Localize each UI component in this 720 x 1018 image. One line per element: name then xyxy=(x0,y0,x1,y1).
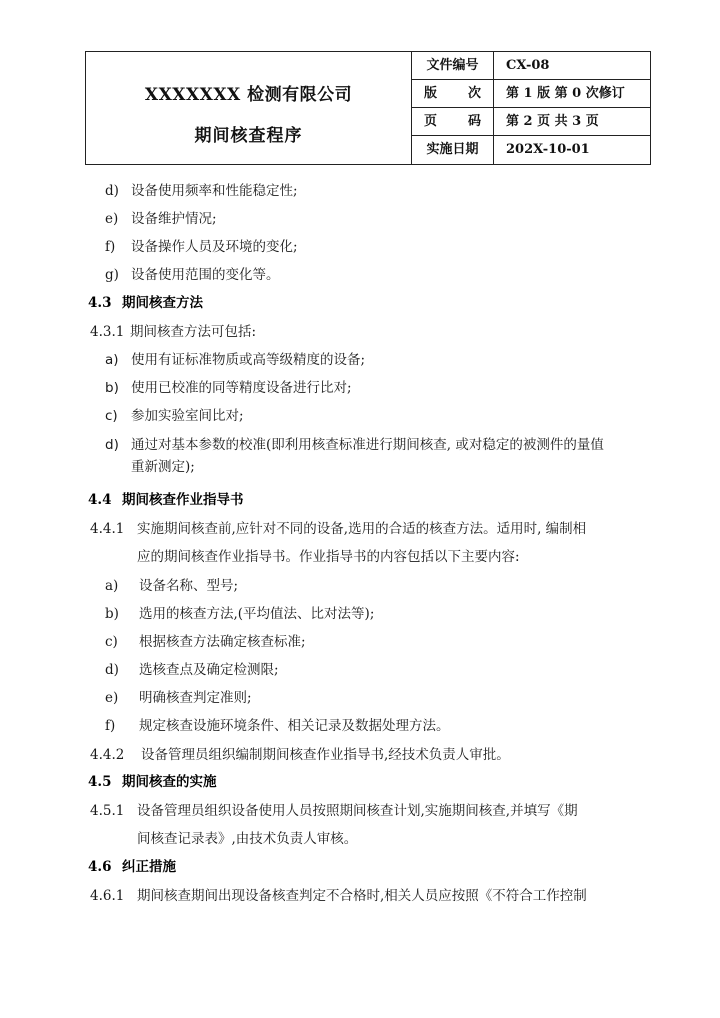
list-item: 设备操作人员及环境的变化; xyxy=(131,239,298,255)
list-item: 设备维护情况; xyxy=(131,211,217,227)
company-name: XXXXXXX 检测有限公司 xyxy=(144,85,353,105)
document-header-table xyxy=(85,51,651,165)
list-marker: c) xyxy=(105,408,118,424)
list-item: 规定核查设施环境条件、相关记录及数据处理方法。 xyxy=(139,718,450,734)
list-marker: c) xyxy=(105,634,118,650)
list-item: 使用已校准的同等精度设备进行比对; xyxy=(131,380,352,396)
section-heading: 期间核查的实施 xyxy=(122,774,217,790)
section-number: 4.3 xyxy=(88,295,112,311)
list-marker: a) xyxy=(105,578,119,594)
header-label: 版 次 xyxy=(412,80,494,107)
header-row-page xyxy=(412,108,650,136)
header-row-effective-date xyxy=(412,136,650,164)
subsection-number: 4.3.1 xyxy=(90,324,125,340)
list-item: 设备名称、型号; xyxy=(139,578,239,594)
paragraph: 设备管理员组织设备使用人员按照期间核查计划,实施期间核查,并填写《期 xyxy=(137,803,578,819)
list-marker: f) xyxy=(105,718,116,734)
list-item: 明确核查判定准则; xyxy=(139,690,252,706)
section-number: 4.6 xyxy=(88,859,112,875)
list-marker: f) xyxy=(105,239,116,255)
header-value: 第 2 页 共 3 页 xyxy=(506,114,599,129)
subsection-number: 4.6.1 xyxy=(90,888,125,904)
section-heading: 期间核查作业指导书 xyxy=(122,492,244,508)
list-marker: e) xyxy=(105,690,119,706)
list-marker: b) xyxy=(105,380,119,396)
list-item: 设备使用范围的变化等。 xyxy=(131,267,280,283)
list-item: 设备使用频率和性能稳定性; xyxy=(131,183,298,199)
list-marker: a) xyxy=(105,352,119,368)
paragraph: 期间核查期间出现设备核查判定不合格时,相关人员应按照《不符合工作控制 xyxy=(137,888,587,904)
paragraph: 期间核查方法可包括: xyxy=(130,324,257,340)
section-heading: 纠正措施 xyxy=(122,859,176,875)
list-item: 使用有证标准物质或高等级精度的设备; xyxy=(131,352,366,368)
list-item: 参加实验室间比对; xyxy=(131,408,244,424)
header-label: 页 码 xyxy=(412,108,494,135)
paragraph-continuation: 应的期间核查作业指导书。作业指导书的内容包括以下主要内容: xyxy=(137,549,520,565)
list-marker: d) xyxy=(105,662,119,678)
paragraph: 设备管理员组织编制期间核查作业指导书,经技术负责人审批。 xyxy=(141,747,510,763)
subsection-number: 4.4.1 xyxy=(90,521,125,537)
header-title-cell xyxy=(86,52,412,164)
header-value: CX-08 xyxy=(506,58,550,73)
list-item: 根据核查方法确定核查标准; xyxy=(139,634,306,650)
paragraph-continuation: 间核查记录表》,由技术负责人审核。 xyxy=(137,831,358,847)
subsection-number: 4.5.1 xyxy=(90,803,125,819)
list-marker: e) xyxy=(105,211,119,227)
header-row-file-number xyxy=(412,52,650,80)
paragraph: 实施期间核查前,应针对不同的设备,选用的合适的核查方法。适用时, 编制相 xyxy=(137,521,587,537)
subsection-number: 4.4.2 xyxy=(90,747,125,763)
document-title: 期间核查程序 xyxy=(194,126,303,146)
list-marker: b) xyxy=(105,606,119,622)
list-marker: g) xyxy=(105,267,119,283)
header-value: 第 1 版 第 0 次修订 xyxy=(506,86,625,101)
header-row-edition xyxy=(412,80,650,108)
section-number: 4.5 xyxy=(88,774,112,790)
list-item: 选核查点及确定检测限; xyxy=(139,662,279,678)
section-heading: 期间核查方法 xyxy=(122,295,203,311)
list-marker: d) xyxy=(105,183,119,199)
header-label: 文件编号 xyxy=(412,52,494,79)
section-number: 4.4 xyxy=(88,492,112,508)
header-value: 202X-10-01 xyxy=(506,142,590,157)
list-item: 通过对基本参数的校准(即利用核查标准进行期间核查, 或对稳定的被测件的量值 xyxy=(131,437,604,453)
list-item: 选用的核查方法,(平均值法、比对法等); xyxy=(139,606,375,622)
header-label: 实施日期 xyxy=(412,136,494,164)
list-marker: d) xyxy=(105,437,119,453)
list-item-continuation: 重新测定); xyxy=(131,459,195,475)
